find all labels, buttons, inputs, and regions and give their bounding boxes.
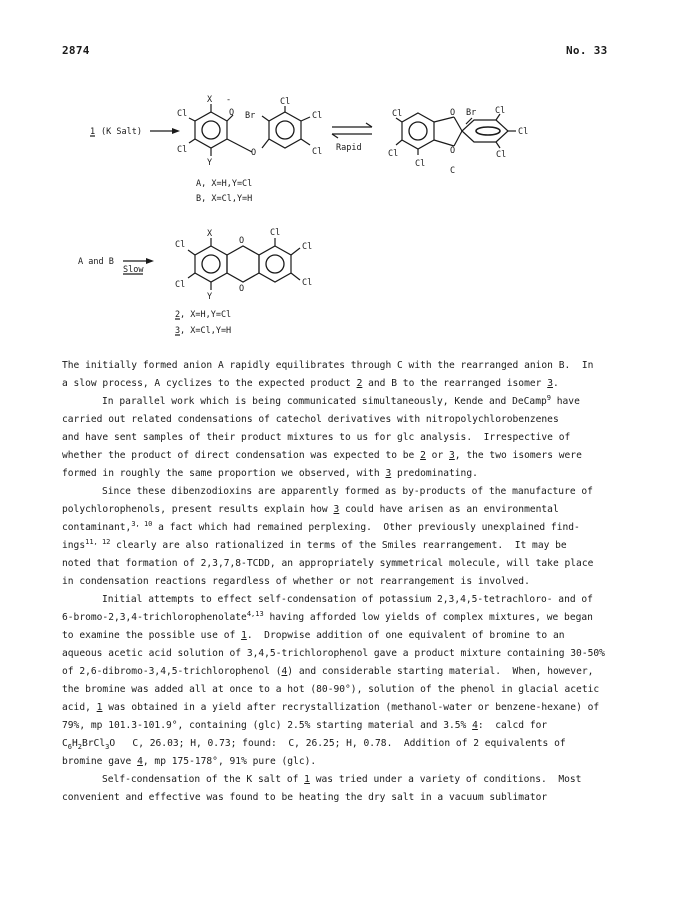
text-line xyxy=(62,591,618,609)
atom-cl: Cl xyxy=(388,149,399,159)
text-segment: ) and considerable starting material. When, however, xyxy=(287,666,594,677)
bond xyxy=(262,116,269,121)
reaction-scheme xyxy=(0,0,673,350)
compound-ref: 1 xyxy=(304,774,310,785)
text-segment: . Dropwise addition of one equivalent of bromine to an xyxy=(246,630,565,641)
slow-reactants: A and B xyxy=(78,257,114,267)
atom-o: O xyxy=(450,108,456,118)
text-line xyxy=(62,357,618,375)
scheme-k-salt-label: (K Salt) xyxy=(101,127,142,137)
atom-cl: Cl xyxy=(392,109,403,119)
text-segment: Self-condensation of the K salt of xyxy=(102,774,305,785)
text-line xyxy=(62,411,618,429)
atom-cl: Cl xyxy=(175,280,186,290)
text-line xyxy=(62,645,618,663)
struct-b-label: B, X=Cl,Y=H xyxy=(196,194,253,204)
atom-y: Y xyxy=(207,292,213,302)
ring-dioxin-right-aromatic xyxy=(266,255,284,273)
text-segment: bromine gave xyxy=(62,756,138,767)
text-line xyxy=(62,753,618,771)
ring-dioxin-right xyxy=(259,246,291,282)
struct-c-label: C xyxy=(450,166,456,176)
formula-sub: 2 xyxy=(77,742,82,751)
text-line xyxy=(62,681,618,699)
text-segment: , the two isomers were xyxy=(454,450,582,461)
atom-br: Br xyxy=(466,108,477,118)
atom-cl: Cl xyxy=(496,150,507,160)
text-segment: having afforded low yields of complex mixtures, we began xyxy=(263,612,593,623)
atom-cl: Cl xyxy=(415,159,426,169)
text-line xyxy=(62,393,618,411)
atom-cl: Cl xyxy=(518,127,529,137)
text-segment: was obtained in a yield after recrystallization (methanol-water or benzene-hexane) of xyxy=(102,702,600,713)
ring-dioxin-left xyxy=(195,246,227,282)
citation-sup: 4,13 xyxy=(246,609,264,618)
atom-cl: Cl xyxy=(312,111,323,121)
bond xyxy=(189,118,195,121)
text-line xyxy=(62,699,618,717)
bond xyxy=(454,117,462,131)
slow-label: Slow xyxy=(123,265,144,275)
bond xyxy=(291,248,300,255)
text-line xyxy=(62,555,618,573)
bond xyxy=(301,117,310,121)
compound-ref: 3 xyxy=(385,468,392,479)
text-segment: could have arisen as an environmental xyxy=(339,504,559,515)
atom-br: Br xyxy=(245,111,256,121)
text-segment: Initial attempts to effect self-condensation of potassium 2,3,4,5-tetrachloro- and of xyxy=(102,594,593,605)
text-segment: : calcd for xyxy=(477,720,548,731)
eq-arrow-back-head xyxy=(332,134,338,138)
compound-ref: 3 xyxy=(547,378,553,389)
compound-ref: 2 xyxy=(356,378,363,389)
issue-number: No. 33 xyxy=(566,44,608,57)
ring-c-left xyxy=(402,113,434,149)
bond xyxy=(189,139,195,143)
citation-sup: 3, 10 xyxy=(131,519,153,528)
ring-ab-left xyxy=(195,112,227,148)
text-segment: have xyxy=(550,396,580,407)
scheme-ref-1: 1 xyxy=(90,127,96,137)
text-segment: 6-bromo-2,3,4-trichlorophenolate xyxy=(62,612,247,623)
compound-ref: 1 xyxy=(96,702,103,713)
atom-cl: Cl xyxy=(495,106,506,116)
text-line xyxy=(62,465,618,483)
atom-minus: - xyxy=(226,95,232,105)
text-line xyxy=(62,717,618,735)
text-line xyxy=(62,447,618,465)
citation-sup: 9 xyxy=(546,393,551,402)
citation-sup: 11, 12 xyxy=(85,537,111,546)
text-segment: to examine the possible use of xyxy=(62,630,242,641)
text-segment: contaminant, xyxy=(62,522,132,533)
arrow-1-head xyxy=(172,128,180,134)
text-segment: in condensation reactions regardless of whether or not rearrangement is involved. xyxy=(62,576,530,587)
ring-c-left-aromatic xyxy=(409,122,427,140)
compound-ref: 4 xyxy=(472,720,478,731)
page-number: 2874 xyxy=(62,44,90,57)
struct-a-label: A, X=H,Y=Cl xyxy=(196,179,253,189)
atom-cl: Cl xyxy=(280,97,291,107)
text-line xyxy=(62,735,618,753)
ring-dioxin-left-aromatic xyxy=(202,255,220,273)
text-line xyxy=(62,483,618,501)
text-segment: and have sent samples of their product mixtures to us for glc analysis. Irrespective of xyxy=(62,432,571,443)
compound-ref: 1 xyxy=(241,630,247,641)
ring-ab-left-aromatic xyxy=(202,121,220,139)
arrow-2-head xyxy=(146,258,154,264)
bond xyxy=(188,250,195,255)
text-line xyxy=(62,789,618,807)
compound-ref: 4 xyxy=(281,666,288,677)
prod-2-num: 2 xyxy=(175,310,181,320)
text-line xyxy=(62,537,618,555)
ring-ab-right-aromatic xyxy=(276,121,294,139)
atom-cl: Cl xyxy=(302,278,313,288)
text-segment: or xyxy=(425,450,449,461)
text-line xyxy=(62,663,618,681)
bond xyxy=(227,139,252,152)
text-line xyxy=(62,501,618,519)
prod-3-label: , X=Cl,Y=H xyxy=(180,326,232,336)
bond xyxy=(496,142,500,148)
text-line xyxy=(62,771,618,789)
text-segment: clearly are also rationalized in terms of the Smiles rearrangement. It may be xyxy=(110,540,567,551)
atom-cl: Cl xyxy=(177,109,188,119)
formula-part: C xyxy=(62,738,68,749)
atom-cl: Cl xyxy=(177,145,188,155)
atom-o: O xyxy=(239,284,245,294)
formula-part: BrCl xyxy=(82,738,106,749)
text-line xyxy=(62,573,618,591)
text-line xyxy=(62,609,618,627)
text-segment: predominating. xyxy=(391,468,478,479)
atom-x: X xyxy=(207,229,213,239)
atom-cl: Cl xyxy=(175,240,186,250)
text-line xyxy=(62,627,618,645)
text-segment: whether the product of direct condensation was expected to be xyxy=(62,450,421,461)
atom-o-minus: O xyxy=(229,108,235,118)
ring-c-right-delocalized xyxy=(476,127,500,135)
text-segment: The initially formed anion A rapidly equilibrates through C with the rearranged anion B. In xyxy=(62,360,594,371)
body-text xyxy=(62,357,618,807)
bond xyxy=(291,273,300,280)
prod-3-num: 3 xyxy=(175,326,181,336)
text-segment: O C, 26.03; H, 0.73; found: C, 26.25; H, 0.78. Addition of 2 equivalents of xyxy=(109,738,566,749)
text-segment: , mp 175-178°, 91% pure (glc). xyxy=(142,756,317,767)
bond xyxy=(262,139,269,148)
formula-part: H xyxy=(72,738,78,749)
rapid-label: Rapid xyxy=(336,143,362,153)
text-segment: a slow process, A cyclizes to the expected product xyxy=(62,378,357,389)
compound-ref: 3 xyxy=(449,450,455,461)
text-segment: In parallel work which is being communicated simultaneously, Kende and DeCamp xyxy=(102,396,547,407)
compound-ref: 3 xyxy=(333,504,340,515)
atom-o: O xyxy=(450,146,456,156)
bond xyxy=(301,139,310,145)
atom-cl: Cl xyxy=(312,147,323,157)
atom-cl: Cl xyxy=(270,228,281,238)
atom-y: Y xyxy=(207,158,213,168)
prod-2-label: , X=H,Y=Cl xyxy=(180,310,232,320)
atom-cl: Cl xyxy=(302,242,313,252)
text-segment: acid, xyxy=(62,702,97,713)
text-segment: and B to the rearranged isomer xyxy=(362,378,548,389)
atom-o-bridge: O xyxy=(251,148,257,158)
text-segment: a fact which had remained perplexing. Other previously unexplained find- xyxy=(152,522,580,533)
text-segment: of 2,6-dibromo-3,4,5-trichlorophenol ( xyxy=(62,666,282,677)
text-line xyxy=(62,375,618,393)
text-segment: was tried under a variety of conditions. Most xyxy=(309,774,582,785)
text-segment: . xyxy=(552,378,559,389)
text-segment: carried out related condensations of catechol derivatives with nitropolychlorobenzenes xyxy=(62,414,559,425)
bond xyxy=(396,140,402,145)
bond xyxy=(454,131,462,146)
text-segment: aqueous acetic acid solution of 3,4,5-trichlorophenol gave a product mixture containing 30-50% xyxy=(62,648,605,659)
compound-ref: 4 xyxy=(137,756,143,767)
ring-c-right xyxy=(462,120,508,142)
atom-x: X xyxy=(207,95,213,105)
text-segment: formed in roughly the same proportion we observed, with xyxy=(62,468,386,479)
text-segment: Since these dibenzodioxins are apparently formed as by-products of the manufacture of xyxy=(102,486,593,497)
text-segment: the bromine was added all at once to a hot (80-90°), solution of the phenol in glacial acetic xyxy=(62,684,600,695)
compound-ref: 2 xyxy=(420,450,426,461)
ring-dioxin-center xyxy=(227,246,259,282)
text-segment: 79%, mp 101.3-101.9°, containing (glc) 2.5% starting material and 3.5% xyxy=(62,720,473,731)
text-line xyxy=(62,429,618,447)
atom-o: O xyxy=(239,236,245,246)
ring-ab-right xyxy=(269,112,301,148)
text-line xyxy=(62,519,618,537)
text-segment: polychlorophenols, present results explain how xyxy=(62,504,334,515)
text-segment: noted that formation of 2,3,7,8-TCDD, an appropriately symmetrical molecule, will take place xyxy=(62,558,594,569)
formula-sub: 3 xyxy=(105,742,110,751)
formula-sub: 6 xyxy=(67,742,72,751)
bond xyxy=(188,273,195,278)
text-segment: ings xyxy=(62,540,86,551)
text-segment: convenient and effective was found to be heating the dry salt in a vacuum sublimator xyxy=(62,792,548,803)
